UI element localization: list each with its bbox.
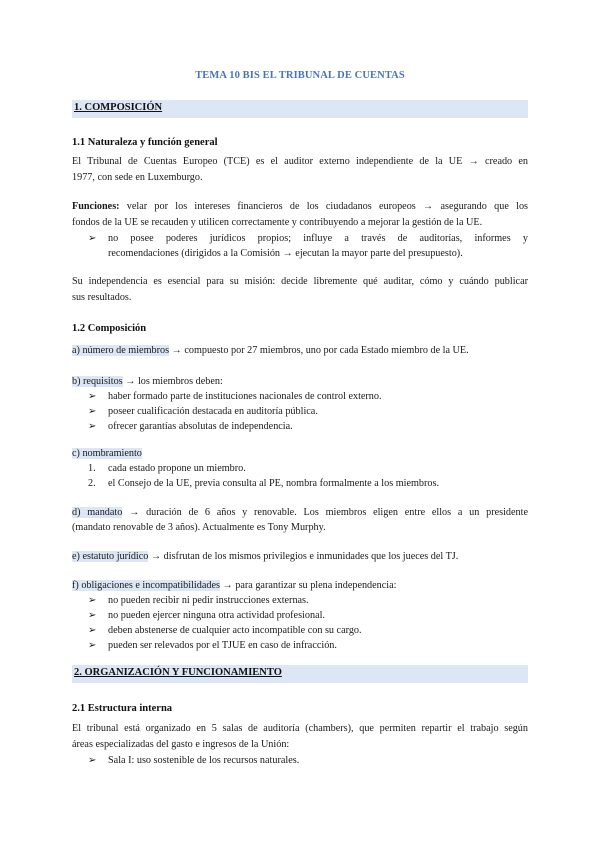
arrow-bullet-icon: ➢ [88, 755, 97, 766]
arrow-bullet-icon: ➢ [88, 595, 97, 606]
paragraph-independencia-line1: Su independencia es esencial para su misión: decide libremente qué auditar, cómo y cuándo publicar [72, 276, 528, 287]
arrow-bullet-icon: ➢ [88, 391, 97, 402]
item-d-mandato-line1: d) mandato → duración de 6 años y renovable. Los miembros eligen entre ellos a un presidente [72, 507, 528, 518]
item-c-nombramiento: c) nombramiento [72, 448, 142, 459]
paragraph-tce-line2: 1977, con sede en Luxemburgo. [72, 172, 203, 183]
item-f-obligaciones: f) obligaciones e incompatibilidades → para garantizar su plena independencia: [72, 580, 397, 591]
item-b-requisitos: b) requisitos → los miembros deben: [72, 376, 223, 387]
arrow-bullet-icon: ➢ [88, 625, 97, 636]
section-heading-composicion: 1. COMPOSICIÓN [72, 100, 528, 118]
item-d-mandato-line2: (mandato renovable de 3 años). Actualmente es Tony Murphy. [72, 522, 326, 533]
arrow-bullet-icon: ➢ [88, 406, 97, 417]
paragraph-salas-line2: áreas especializadas del gasto e ingresos de la Unión: [72, 739, 290, 750]
arrow-bullet-icon: ➢ [88, 610, 97, 621]
subheading-composicion: 1.2 Composición [72, 323, 147, 334]
document-title: TEMA 10 BIS EL TRIBUNAL DE CUENTAS [195, 70, 405, 81]
item-a-numero: a) número de miembros → compuesto por 27 miembros, uno por cada Estado miembro de la UE. [72, 345, 469, 356]
arrow-bullet-icon: ➢ [88, 233, 97, 244]
subheading-estructura: 2.1 Estructura interna [72, 703, 173, 714]
section-heading-organizacion: 2. ORGANIZACIÓN Y FUNCIONAMIENTO [72, 665, 528, 683]
paragraph-funciones-line1: Funciones: velar por los intereses financieros de los ciudadanos europeos → asegurando que los [72, 201, 528, 212]
paragraph-tce-line1: El Tribunal de Cuentas Europeo (TCE) es el auditor externo independiente de la UE → creado en [72, 156, 528, 167]
arrow-bullet-icon: ➢ [88, 640, 97, 651]
arrow-bullet-icon: ➢ [88, 421, 97, 432]
subheading-naturaleza: 1.1 Naturaleza y función general [72, 137, 218, 148]
document-page: TEMA 10 BIS EL TRIBUNAL DE CUENTAS 1. COMPOSICIÓN 1.1 Naturaleza y función general El Tribunal de Cuentas Europeo (TCE) es el auditor externo independiente de la UE → creado en 1977, con sede en Luxemburgo. Funciones: velar por los intereses financieros de los ciudadanos europeos → asegurando que los fondos de la UE se recauden y utilicen correctamente y contribuyendo a mejorar la gestión de la UE. ➢ no posee poderes jurídicos propios; influye a través de auditorías, informes y recomendaciones (dirigidos a la Comisión → ejecutan la mayor parte del presupuesto). Su independencia es esencial para su misión: decide libremente qué auditar, cómo y cuándo publicar sus resultados. 1.2 Composición a) número de miembros → compuesto por 27 miembros, uno por cada Estado miembro de la UE. b) requisitos → los miembros deben: ➢ haber formado parte de instituciones nacionales de control externo. ➢ poseer cualificación destacada en auditoría pública. ➢ ofrecer garantías absolutas de independencia. c) nombramiento 1. cada estado propone un miembro. 2. el Consejo de la UE, previa consulta al PE, nombra formalmente a los miembros. d) mandato → duración de 6 años y renovable. Los miembros eligen entre ellos a un presidente (mandato renovable de 3 años). Actualmente es Tony Murphy. e) estatuto jurídico → disfrutan de los mismos privilegios e inmunidades que los jueces del TJ. f) obligaciones e incompatibilidades → para garantizar su plena independencia: ➢ no pueden recibir ni pedir instrucciones externas. ➢ no pueden ejercer ninguna otra actividad profesional. ➢ deben abstenerse de cualquier acto incompatible con su cargo. ➢ pueden ser relevados por el TJUE en caso de infracción. 2. ORGANIZACIÓN Y FUNCIONAMIENTO 2.1 Estructura interna El tribunal está organizado en 5 salas de auditoría (chambers), que permiten repartir el trabajo según áreas especializadas del gasto e ingresos de la Unión: ➢ Sala I: uso sostenible de los recursos naturales. [0, 0, 600, 848]
paragraph-independencia-line2: sus resultados. [72, 292, 132, 303]
item-e-estatuto: e) estatuto jurídico → disfrutan de los mismos privilegios e inmunidades que los jueces del TJ. [72, 551, 459, 562]
paragraph-funciones-line2: fondos de la UE se recauden y utilicen correctamente y contribuyendo a mejorar la gestión de la UE. [72, 217, 483, 228]
paragraph-salas-line1: El tribunal está organizado en 5 salas de auditoría (chambers), que permiten repartir el trabajo según [72, 723, 528, 734]
